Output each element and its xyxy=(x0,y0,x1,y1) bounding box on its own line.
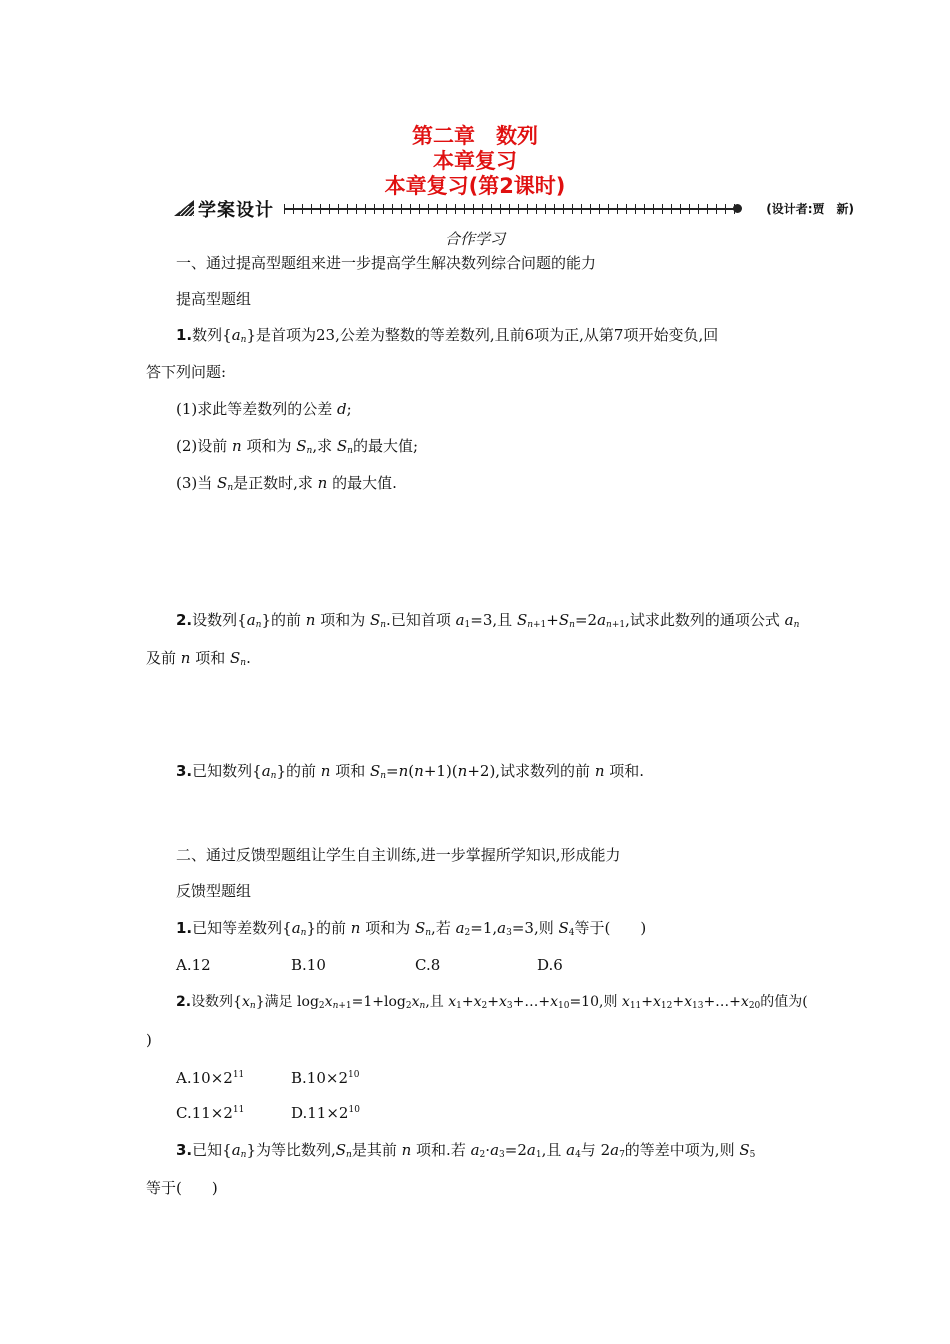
banner-rule xyxy=(284,208,736,210)
p1-question-1: 1.数列$\{a_n\}$是首项为23,公差为整数的等差数列,且前6项为正,从第7项开始变负,回 xyxy=(176,326,719,345)
p1-question-3: 3.已知数列$\{a_n\}$的前 n 项和 $S_n=n(n+1)(n+2)$,试求数列的前 n 项和. xyxy=(176,762,645,781)
banner-hatch-icon xyxy=(180,206,194,216)
p2-q2-option-a: $A.10\times 2^{11}$ xyxy=(176,1069,245,1087)
p2-q2-option-d: $D.11\times 2^{10}$ xyxy=(291,1104,360,1122)
subsection-title: 合作学习 xyxy=(444,230,505,248)
chapter-title: 第二章 数列 xyxy=(412,124,538,148)
p2-question-2-cont: ) xyxy=(146,1031,152,1049)
p1-question-2-cont: 及前 n 项和 $S_n$. xyxy=(146,649,251,668)
section-banner xyxy=(174,196,854,222)
p2-q1-option-b: B.10 xyxy=(291,956,326,974)
p2-question-3-cont: 等于( ) xyxy=(146,1179,218,1197)
p1-question-1-cont: 答下列问题: xyxy=(146,363,227,381)
section-title: 本章复习 xyxy=(433,149,517,173)
question-number: 2. xyxy=(176,611,193,629)
question-number: 1. xyxy=(176,326,193,344)
p1-q1-part2: (2)设前 n 项和为 $S_n$,求 $S_n$的最大值; xyxy=(176,437,419,456)
p1-q1-part3: (3)当 $S_n$是正数时,求 n 的最大值. xyxy=(176,474,397,493)
part1-heading: 一、通过提高型题组来进一步提高学生解决数列综合问题的能力 xyxy=(176,254,597,272)
p2-q1-option-c: C.8 xyxy=(415,956,441,974)
p2-q1-option-a: A.12 xyxy=(176,956,211,974)
banner-dot-icon xyxy=(733,204,742,213)
p1-q1-part1: (1)求此等差数列的公差 d; xyxy=(176,400,352,418)
p2-question-1: 1.已知等差数列$\{a_n\}$的前 n 项和为 $S_n$,若 $a_2=1,a_3=3$,则 $S_4$等于( ) xyxy=(176,919,647,938)
banner-label: 学案设计 xyxy=(198,200,274,221)
p2-q2-option-b: $B.10\times 2^{10}$ xyxy=(291,1069,360,1087)
question-number: 2. xyxy=(176,994,192,1010)
question-number: 1. xyxy=(176,919,193,937)
p2-q2-option-c: $C.11\times 2^{11}$ xyxy=(176,1104,245,1122)
designer-credit: (设计者:贾 新) xyxy=(766,202,854,216)
p2-question-3: 3.已知$\{a_n\}$为等比数列$,S_n$是其前 n 项和.若 $a_2\cdot a_3=2a_1$,且 $a_4$与 $2a_7$的等差中项为,则 $S_5$ xyxy=(176,1141,756,1160)
lesson-title: 本章复习(第2课时) xyxy=(384,174,566,198)
question-number: 3. xyxy=(176,762,193,780)
question-number: 3. xyxy=(176,1141,193,1159)
part2-group-label: 反馈型题组 xyxy=(176,882,252,900)
p1-question-2: 2.设数列$\{a_n\}$的前 n 项和为 $S_n$.已知首项 $a_1=3$,且 $S_{n+1}+S_n=2a_{n+1}$,试求此数列的通项公式 $a_n$ xyxy=(176,611,800,630)
p2-q1-option-d: D.6 xyxy=(537,956,563,974)
p2-question-2: 2.设数列$\{x_n\}$满足 $\log_2x_{n+1}=1+\log_2x_n$,且 $x_1+x_2+x_3+\dots+x_{10}=10$,则 $x_{11}+x_{12}+x_{13}+\dots+x_{20}$的值为( xyxy=(176,994,808,1011)
part2-heading: 二、通过反馈型题组让学生自主训练,进一步掌握所学知识,形成能力 xyxy=(176,846,621,864)
part1-group-label: 提高型题组 xyxy=(176,290,252,308)
